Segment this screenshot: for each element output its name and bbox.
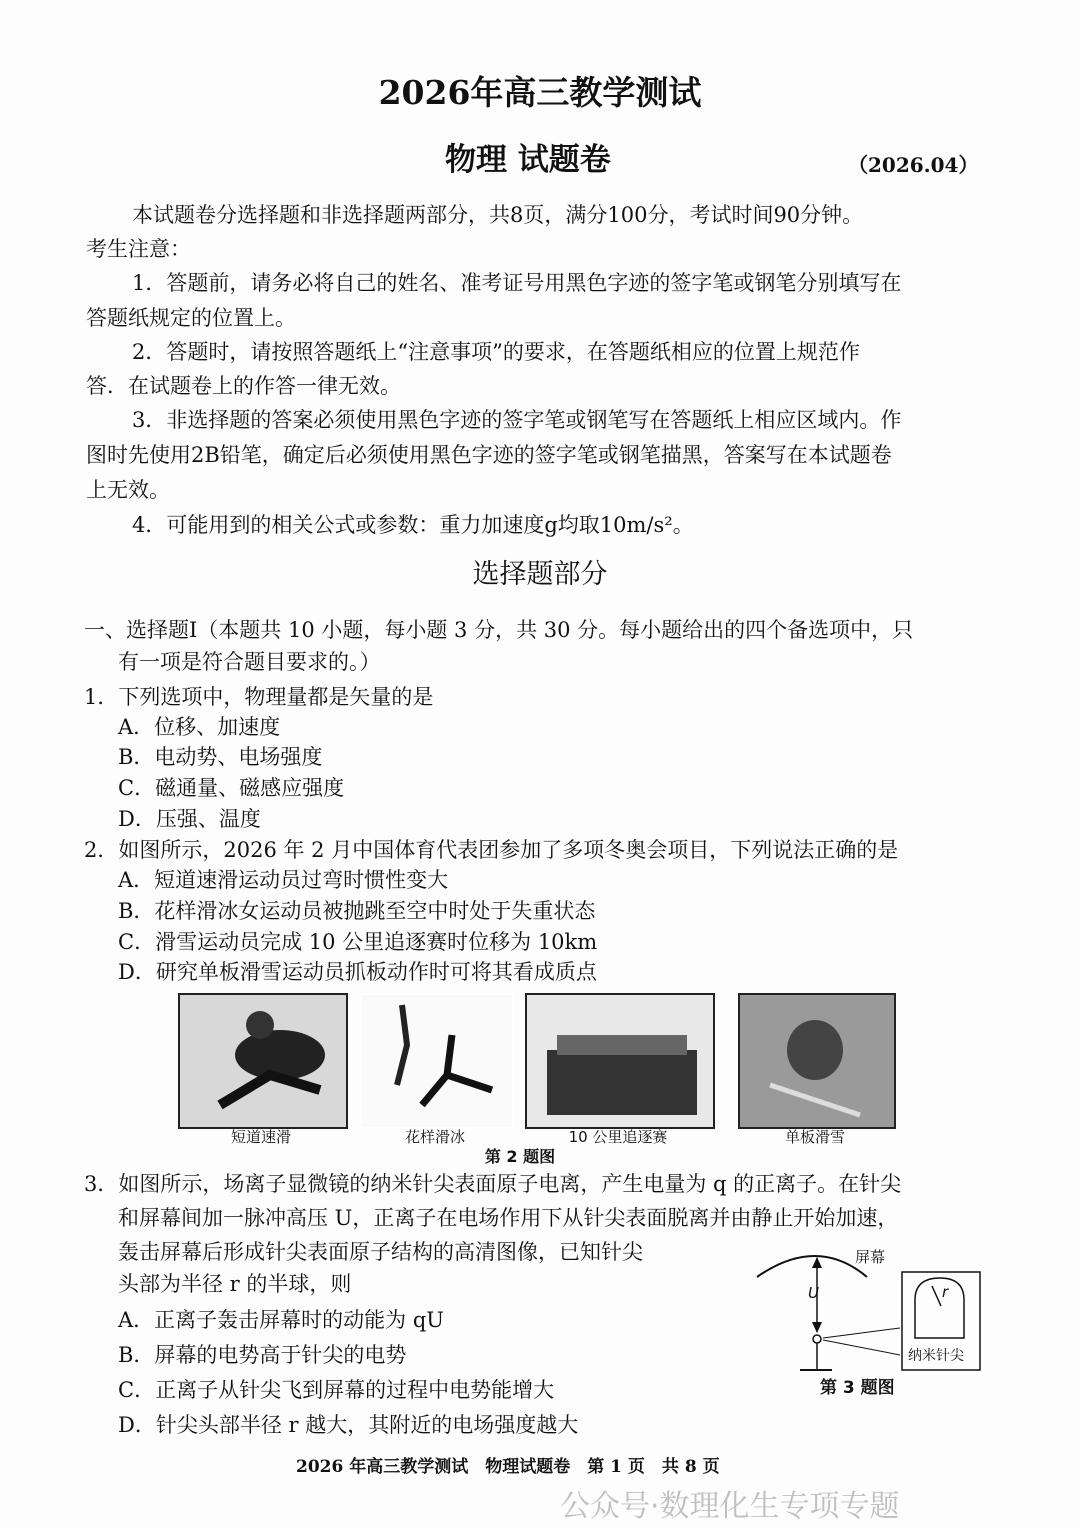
question-3-stem: 和屏幕间加一脉冲高压 U，正离子在电场作用下从针尖表面脱离并由静止开始加速， xyxy=(118,1206,899,1230)
screen-label: 屏幕 xyxy=(855,1248,886,1266)
figure-3-label: 第 3 题图 xyxy=(820,1378,895,1398)
exam-date: （2026.04） xyxy=(848,153,979,177)
watermark: 公众号·数理化生专项专题 xyxy=(560,1489,900,1524)
notice-heading: 考生注意： xyxy=(86,237,191,261)
option: C．磁通量、磁感应强度 xyxy=(118,776,345,800)
exam-subtitle: 物理 试题卷 xyxy=(445,142,611,178)
exam-title: 2026年高三教学测试 xyxy=(378,73,702,112)
figure-caption: 短道速滑 xyxy=(230,1128,291,1146)
question-1-stem: 1．下列选项中，物理量都是矢量的是 xyxy=(84,685,434,709)
question-3-stem: 3．如图所示，场离子显微镜的纳米针尖表面原子电离，产生电量为 q 的正离子。在针尖 xyxy=(84,1172,902,1196)
option: B．电动势、电场强度 xyxy=(118,745,323,769)
option: D．研究单板滑雪运动员抓板动作时可将其看成质点 xyxy=(118,960,597,984)
figure-caption: 花样滑冰 xyxy=(404,1128,465,1146)
section-title: 选择题部分 xyxy=(472,559,608,590)
option: A．位移、加速度 xyxy=(118,715,281,739)
photo-short-track xyxy=(178,993,348,1129)
notice-line: 2．答题时，请按照答题纸上“注意事项”的要求，在答题纸相应的位置上规范作 xyxy=(132,340,860,364)
figure-caption: 10 公里追逐赛 xyxy=(568,1128,668,1146)
photo-snowboard xyxy=(738,993,896,1129)
option: C．正离子从针尖飞到屏幕的过程中电势能增大 xyxy=(118,1378,555,1402)
part-heading: 有一项是符合题目要求的。） xyxy=(118,650,381,674)
option: A．短道速滑运动员过弯时惯性变大 xyxy=(118,868,449,892)
notice-line: 1．答题前，请务必将自己的姓名、准考证号用黑色字迹的签字笔或钢笔分别填写在 xyxy=(132,271,902,295)
option: C．滑雪运动员完成 10 公里追逐赛时位移为 10km xyxy=(118,930,598,954)
photo-pursuit-race xyxy=(525,993,715,1129)
tip-label: 纳米针尖 xyxy=(908,1348,964,1364)
notice-line: 3．非选择题的答案必须使用黑色字迹的签字笔或钢笔写在答题纸上相应区域内。作 xyxy=(132,408,902,432)
option: B．花样滑冰女运动员被抛跳至空中时处于失重状态 xyxy=(118,899,596,923)
option: B．屏幕的电势高于针尖的电势 xyxy=(118,1343,407,1367)
figure-2-label: 第 2 题图 xyxy=(484,1147,556,1166)
option: D．压强、温度 xyxy=(118,807,261,831)
notice-line: 4．可能用到的相关公式或参数：重力加速度g均取10m/s²。 xyxy=(132,513,694,537)
radius-label: r xyxy=(942,1283,949,1301)
notice-line: 答．在试题卷上的作答一律无效。 xyxy=(86,374,401,398)
figure-caption: 单板滑雪 xyxy=(784,1128,845,1146)
notice-line: 上无效。 xyxy=(86,478,170,502)
question-3-stem: 头部为半径 r 的半球，则 xyxy=(118,1272,352,1296)
intro-text: 本试题卷分选择题和非选择题两部分，共8页，满分100分，考试时间90分钟。 xyxy=(132,203,864,227)
notice-line: 答题纸规定的位置上。 xyxy=(86,306,296,330)
option: A．正离子轰击屏幕时的动能为 qU xyxy=(118,1308,444,1332)
voltage-label: U xyxy=(808,1284,819,1302)
option: D．针尖头部半径 r 越大，其附近的电场强度越大 xyxy=(118,1413,579,1437)
question-3-stem: 轰击屏幕后形成针尖表面原子结构的高清图像，已知针尖 xyxy=(118,1240,643,1264)
page-footer: 2026 年高三教学测试 物理试题卷 第 1 页 共 8 页 xyxy=(296,1457,720,1477)
part-heading: 一、选择题Ⅰ（本题共 10 小题，每小题 3 分，共 30 分。每小题给出的四个备选项中，只 xyxy=(84,618,914,642)
photo-figure-skating xyxy=(360,993,514,1129)
notice-line: 图时先使用2B铅笔，确定后必须使用黑色字迹的签字笔或钢笔描黑，答案写在本试题卷 xyxy=(86,443,892,467)
question-2-stem: 2．如图所示，2026 年 2 月中国体育代表团参加了多项冬奥会项目，下列说法正确的是 xyxy=(84,838,899,862)
